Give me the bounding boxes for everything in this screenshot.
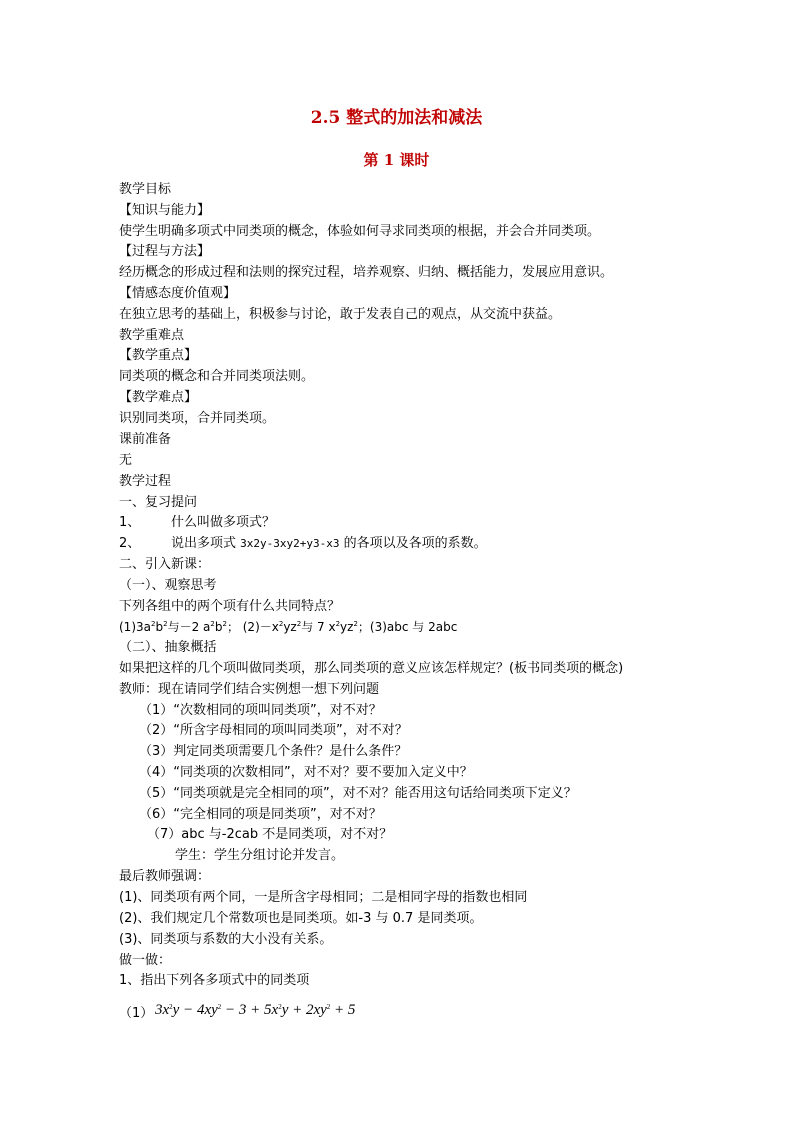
exercise-number: （1） xyxy=(119,1006,154,1021)
paragraph: 如果把这样的几个项叫做同类项，那么同类项的意义应该怎样规定？(板书同类项的概念) xyxy=(119,661,624,676)
list-text: 什么叫做多项式？ xyxy=(171,515,276,530)
paragraph: 一、复习提问 xyxy=(119,495,198,510)
paragraph: 教师：现在请同学们结合实例想一想下列问题 xyxy=(119,682,380,697)
math-term: y + 2xy xyxy=(281,1002,327,1018)
subsection-heading: 【情感态度价值观】 xyxy=(119,286,237,301)
document-title: 2.5 整式的加法和减法 xyxy=(310,108,483,128)
polynomial-text: 3x2y-3xy2+y3-x3 xyxy=(240,537,340,550)
math-exponent: 2 xyxy=(217,1003,222,1011)
paragraph: 最后教师强调： xyxy=(119,869,211,884)
list-text: 说出多项式 xyxy=(171,536,241,551)
exercise-item xyxy=(119,1001,355,1023)
term: 与 7 x xyxy=(301,620,336,634)
question-item: （7）abc 与-2cab 不是同类项，对不对？ xyxy=(147,827,393,842)
math-term: y − 4xy xyxy=(172,1002,218,1018)
paragraph: 识别同类项，合并同类项。 xyxy=(119,411,276,426)
list-item xyxy=(119,535,487,553)
section-heading: 教学目标 xyxy=(119,182,172,197)
list-number: 2、 xyxy=(119,536,141,551)
term: ；(3)abc 与 2abc xyxy=(357,620,458,634)
paragraph: 无 xyxy=(119,453,133,468)
term: ； (2)－x xyxy=(226,620,279,634)
paragraph: （一）、观察思考 xyxy=(119,578,217,593)
question-item: （2）“所含字母相同的项叫同类项”，对不对？ xyxy=(139,723,408,738)
polynomial-expression xyxy=(155,1002,355,1018)
term: b xyxy=(214,620,223,634)
term: (1)3a xyxy=(119,620,151,634)
list-number: 1、 xyxy=(119,515,141,530)
paragraph: (1)、同类项有两个同，一是所含字母相同；二是相同字母的指数也相同 xyxy=(119,890,528,905)
term: b xyxy=(155,620,164,634)
exponent: 2 xyxy=(151,620,156,628)
section-heading: 课前准备 xyxy=(119,432,172,447)
section-heading: 教学重难点 xyxy=(119,328,185,343)
question-item: （6）“完全相同的项是同类项”，对不对？ xyxy=(139,807,382,822)
math-term: 3x xyxy=(155,1002,170,1018)
exponent: 2 xyxy=(210,620,215,628)
term: yz xyxy=(283,620,297,634)
math-term: + 5 xyxy=(330,1002,356,1018)
math-exponent: 2 xyxy=(326,1003,331,1011)
paragraph: 1、指出下列各多项式中的同类项 xyxy=(119,973,310,988)
math-term: − 3 + 5x xyxy=(221,1002,279,1018)
subsection-heading: 【知识与能力】 xyxy=(119,203,211,218)
exponent: 2 xyxy=(163,620,168,628)
formula-line xyxy=(119,618,457,636)
paragraph: 使学生明确多项式中同类项的概念，体验如何寻求同类项的根据，并会合并同类项。 xyxy=(119,224,601,239)
paragraph: (2)、我们规定几个常数项也是同类项。如-3 与 0.7 是同类项。 xyxy=(119,911,483,926)
term: 与－2 a xyxy=(167,620,211,634)
question-item: （5）“同类项就是完全相同的项”，对不对？能否用这句话给同类项下定义？ xyxy=(139,786,577,801)
list-text: 的各项以及各项的系数。 xyxy=(339,536,487,551)
paragraph: 二、引入新课： xyxy=(119,557,211,572)
exponent: 2 xyxy=(278,620,284,628)
math-exponent: 2 xyxy=(169,1003,173,1011)
question-item: （1）“次数相同的项叫同类项”，对不对？ xyxy=(139,703,382,718)
paragraph: （二）、抽象概括 xyxy=(119,640,217,655)
paragraph: 学生：学生分组讨论并发言。 xyxy=(175,848,345,863)
question-item: （4）“同类项的次数相同”，对不对？要不要加入定义中？ xyxy=(139,765,473,780)
paragraph: 下列各组中的两个项有什么共同特点？ xyxy=(119,599,341,614)
paragraph: (3)、同类项与系数的大小没有关系。 xyxy=(119,932,333,947)
paragraph: 经历概念的形成过程和法则的探究过程，培养观察、归纳、概括能力，发展应用意识。 xyxy=(119,265,614,280)
paragraph: 同类项的概念和合并同类项法则。 xyxy=(119,369,315,384)
math-exponent: 2 xyxy=(278,1003,282,1011)
list-item xyxy=(119,514,275,532)
question-item: （3）判定同类项需要几个条件？是什么条件？ xyxy=(139,744,408,759)
exponent: 2 xyxy=(222,620,227,628)
document-subtitle: 第 1 课时 xyxy=(363,151,430,169)
paragraph: 在独立思考的基础上，积极参与讨论，敢于发表自己的观点，从交流中获益。 xyxy=(119,307,562,322)
subsection-heading: 【教学难点】 xyxy=(119,390,198,405)
exponent: 2 xyxy=(296,620,302,628)
exponent: 2 xyxy=(335,620,341,628)
paragraph: 做一做： xyxy=(119,953,172,968)
section-heading: 教学过程 xyxy=(119,474,172,489)
subsection-heading: 【过程与方法】 xyxy=(119,244,211,259)
exponent: 2 xyxy=(353,620,358,628)
term: yz xyxy=(340,620,354,634)
subsection-heading: 【教学重点】 xyxy=(119,348,198,363)
